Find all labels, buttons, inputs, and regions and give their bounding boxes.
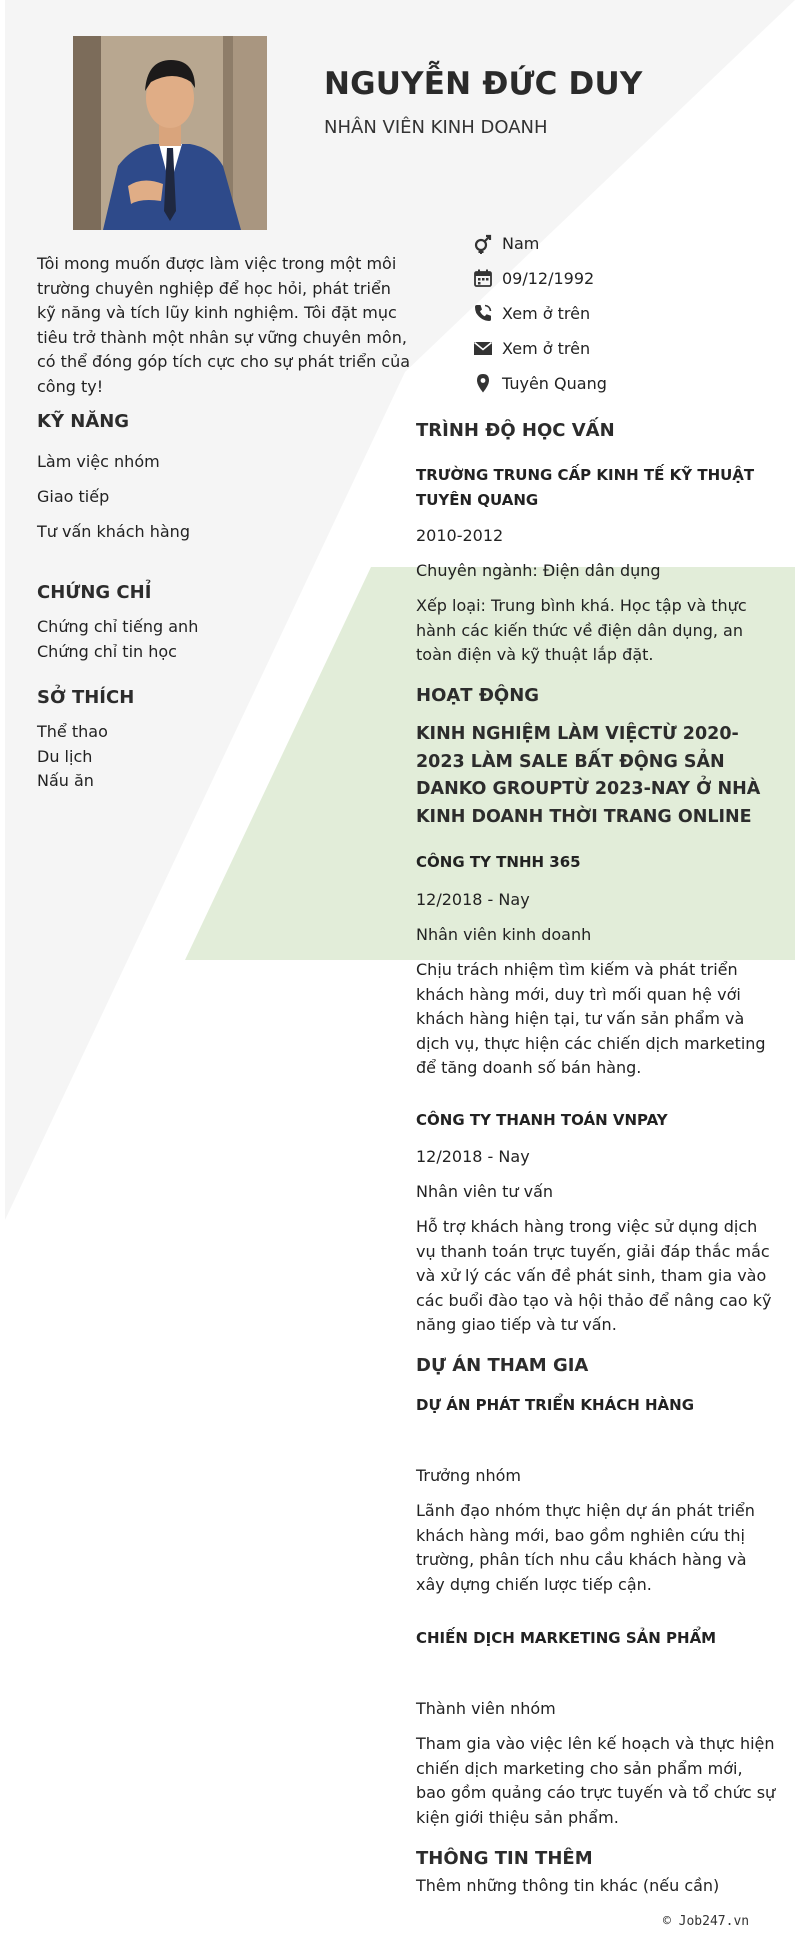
certificate-item: Chứng chỉ tiếng anh [37,617,199,636]
hobby-item: Nấu ăn [37,771,94,790]
contact-email [472,335,590,361]
education-school: TRƯỜNG TRUNG CẤP KINH TẾ KỸ THUẬT TUYÊN QUANG [416,466,755,509]
location-value: Tuyên Quang [502,373,607,393]
project-role: Trưởng nhóm [416,1466,521,1485]
calendar-icon [472,267,494,289]
contact-birthday [472,265,594,291]
phone-icon [472,302,494,324]
education-description: Xếp loại: Trung bình khá. Học tập và thực hành các kiến thức về điện dân dụng, an toàn điện và kỹ thuật lắp đặt. [416,596,747,664]
profile-photo [73,36,267,230]
gender-value: Nam [502,233,540,253]
experience-description: Chịu trách nhiệm tìm kiếm và phát triển khách hàng mới, duy trì mối quan hệ với khách hàng hiện tại, tư vấn sản phẩm và dịch vụ, thực hiện các chiến dịch marketing để tăng doanh số bán hàng. [416,960,766,1077]
project-description: Lãnh đạo nhóm thực hiện dự án phát triển khách hàng mới, bao gồm nghiên cứu thị trường, phân tích nhu cầu khách hàng và xây dựng chiến lược tiếp cận. [416,1501,755,1594]
skills-heading: KỸ NĂNG [37,411,130,432]
experience-period: 12/2018 - Nay [416,890,530,909]
experience-description: Hỗ trợ khách hàng trong việc sử dụng dịch vụ thanh toán trực tuyến, giải đáp thắc mắc và xử lý các vấn đề phát sinh, tham gia vào các buổi đào tạo và hội thảo để nâng cao kỹ năng giao tiếp và tư vấn. [416,1217,772,1334]
project-name: DỰ ÁN PHÁT TRIỂN KHÁCH HÀNG [416,1396,695,1414]
experience-company: CÔNG TY TNHH 365 [416,853,581,871]
candidate-name: NGUYỄN ĐỨC DUY [324,66,643,102]
activities-summary: KINH NGHIỆM LÀM VIỆCTỪ 2020-2023 LÀM SALE BẤT ĐỘNG SẢN DANKO GROUPTỪ 2023-NAY Ở NHÀ KINH DOANH THỜI TRANG ONLINE [416,724,761,827]
certificate-item: Chứng chỉ tin học [37,642,177,661]
experience-position: Nhân viên tư vấn [416,1182,554,1201]
contact-location [472,370,607,396]
skill-item: Làm việc nhóm [37,452,160,471]
extra-info-heading: THÔNG TIN THÊM [416,1848,593,1869]
education-heading: TRÌNH ĐỘ HỌC VẤN [416,420,615,441]
certificates-heading: CHỨNG CHỈ [37,582,152,603]
footer-credit: © Job247.vn [663,1914,750,1929]
email-value: Xem ở trên [502,338,591,358]
candidate-title: NHÂN VIÊN KINH DOANH [324,117,548,138]
extra-info-text: Thêm những thông tin khác (nếu cần) [416,1876,720,1895]
skill-item: Tư vấn khách hàng [37,522,190,541]
phone-value: Xem ở trên [502,303,591,323]
mail-icon [472,337,494,359]
contact-phone [472,300,590,326]
activities-heading: HOẠT ĐỘNG [416,685,540,706]
education-period: 2010-2012 [416,526,504,545]
contact-gender [472,230,539,256]
education-major: Chuyên ngành: Điện dân dụng [416,561,661,580]
project-name: CHIẾN DỊCH MARKETING SẢN PHẨM [416,1629,717,1647]
experience-position: Nhân viên kinh doanh [416,925,592,944]
project-role: Thành viên nhóm [416,1699,556,1718]
location-pin-icon [472,372,494,394]
projects-heading: DỰ ÁN THAM GIA [416,1355,589,1376]
career-objective: Tôi mong muốn được làm việc trong một môi trường chuyên nghiệp để học hỏi, phát triển kỹ năng và tích lũy kinh nghiệm. Tôi đặt mục tiêu trở thành một nhân sự vững chuyên môn, có thể đóng góp tích cực cho sự phát triển của công ty! [37,254,411,396]
experience-company: CÔNG TY THANH TOÁN VNPAY [416,1111,668,1129]
hobby-item: Thể thao [37,722,108,741]
experience-period: 12/2018 - Nay [416,1147,530,1166]
hobby-item: Du lịch [37,747,93,766]
birthday-value: 09/12/1992 [502,268,595,288]
project-description: Tham gia vào việc lên kế hoạch và thực hiện chiến dịch marketing cho sản phẩm mới, bao gồm quảng cáo trực tuyến và tổ chức sự kiện giới thiệu sản phẩm. [416,1734,776,1827]
skill-item: Giao tiếp [37,487,110,506]
gender-icon [472,232,494,254]
hobbies-heading: SỞ THÍCH [37,687,135,708]
